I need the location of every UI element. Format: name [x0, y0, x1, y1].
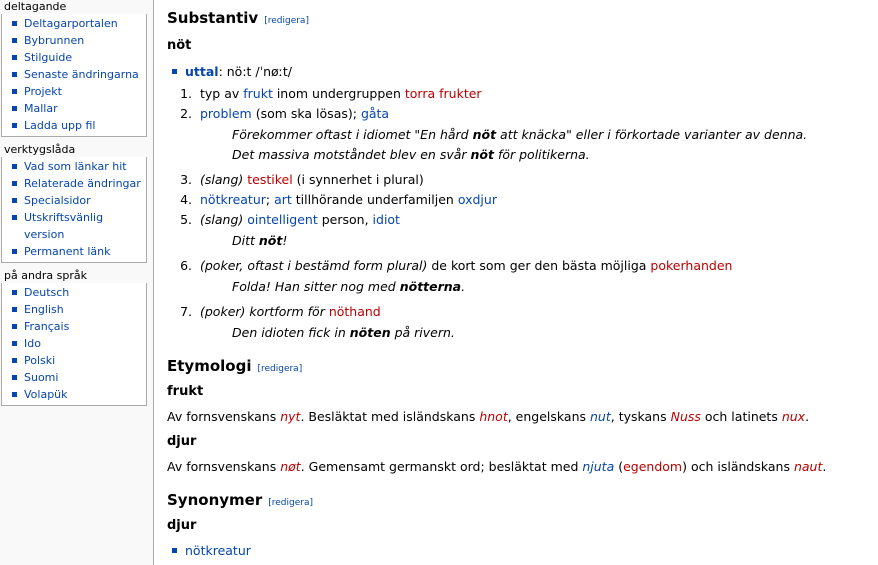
pronunciation-line [172, 64, 292, 79]
definition-7 [172, 304, 381, 319]
bullet [172, 69, 177, 74]
example-text: . [461, 279, 466, 294]
example-5 [232, 233, 287, 248]
lang-link-deutsch[interactable]: Deutsch [12, 284, 146, 301]
sidebar-link-bybrunnen[interactable]: Bybrunnen [12, 32, 146, 49]
link-torra-frukter[interactable]: torra frukter [404, 86, 482, 101]
portlet-participate [0, 0, 153, 137]
link-egendom[interactable]: egendom [623, 459, 683, 474]
def-text: de kort som ger den bästa möjliga [427, 258, 651, 273]
text: och latinets [700, 409, 782, 424]
example-text: på rivern. [390, 325, 455, 340]
section-heading: Synonymer [167, 491, 263, 509]
portlet-body [1, 157, 147, 263]
definition-5 [172, 212, 400, 227]
example-text: Ditt [232, 233, 259, 248]
lang-link-ido[interactable]: Ido [12, 335, 146, 352]
def-label: (slang) [200, 212, 248, 227]
def-number: 2. [180, 106, 192, 121]
lang-link-suomi[interactable]: Suomi [12, 369, 146, 386]
portlet-heading: deltagande [4, 0, 67, 13]
def-label: (poker) kortform för [200, 304, 329, 319]
def-label: (slang) [200, 172, 248, 187]
link-nux[interactable]: nux [781, 409, 806, 424]
link-njuta[interactable]: njuta [582, 459, 615, 474]
example-2a [232, 127, 807, 142]
def-text: (i synnerhet i plural) [292, 172, 424, 187]
lang-link-english[interactable]: English [12, 301, 146, 318]
link-nuss[interactable]: Nuss [670, 409, 701, 424]
sidebar-link-projekt[interactable]: Projekt [12, 83, 146, 100]
def-text: ; [265, 192, 275, 207]
sidebar-link-deltagarportalen[interactable]: Deltagarportalen [12, 15, 146, 32]
section-heading: Etymologi [167, 357, 252, 375]
link-testikel[interactable]: testikel [247, 172, 293, 187]
sidebar-link-mallar[interactable]: Mallar [12, 100, 146, 117]
headword: nöt [167, 38, 192, 53]
def-text: (som ska lösas); [251, 106, 361, 121]
example-text: Folda! Han sitter nog med [232, 279, 400, 294]
pronunciation-text: : nö:t /ˈnøːt/ [218, 64, 292, 79]
example-bold: nöten [349, 325, 391, 340]
def-number: 3. [180, 172, 192, 187]
definition-4 [172, 192, 497, 207]
example-bold: nöt [472, 127, 497, 142]
lang-link-volapuk[interactable]: Volapük [12, 386, 146, 403]
edit-link[interactable]: [redigera] [257, 364, 303, 374]
link-nyt[interactable]: nyt [280, 409, 301, 424]
edit-link[interactable]: [redigera] [264, 16, 309, 26]
text: Av fornsvenskans [167, 409, 281, 424]
bullet [172, 548, 177, 553]
definition-6 [172, 258, 732, 273]
sidebar-link-related-changes[interactable]: Relaterade ändringar [12, 175, 146, 192]
def-number: 5. [180, 212, 192, 227]
edit-link[interactable]: [redigera] [268, 498, 313, 508]
portlet-languages [0, 269, 153, 406]
sidebar-link-stilguide[interactable]: Stilguide [12, 49, 146, 66]
example-bold: nöt [258, 233, 283, 248]
link-frukt[interactable]: frukt [243, 86, 273, 101]
def-number: 6. [180, 258, 192, 273]
sidebar-link-upload[interactable]: Ladda upp fil [12, 117, 146, 134]
lang-link-francais[interactable]: Français [12, 318, 146, 335]
link-idiot[interactable]: idiot [372, 212, 400, 227]
link-hnot[interactable]: hnot [479, 409, 508, 424]
portlet-toolbox [0, 143, 153, 263]
example-text: att knäcka" eller i förkortade varianter av denna. [496, 127, 808, 142]
definition-2 [172, 106, 389, 121]
def-number: 1. [180, 86, 192, 101]
example-6 [232, 279, 465, 294]
section-heading: Substantiv [167, 9, 259, 27]
link-gata[interactable]: gåta [360, 106, 390, 121]
sidebar [0, 0, 153, 406]
etymology-label-djur: djur [167, 434, 197, 449]
link-art[interactable]: art [274, 192, 292, 207]
text: , tyskans [610, 409, 671, 424]
link-problem[interactable]: problem [200, 106, 252, 121]
example-text: ! [282, 233, 288, 248]
example-text: Den idioten fick in [232, 325, 350, 340]
portlet-body [1, 283, 147, 406]
sidebar-link-what-links-here[interactable]: Vad som länkar hit [12, 158, 146, 175]
example-text: för politikerna. [493, 147, 590, 162]
link-not[interactable]: nøt [280, 459, 301, 474]
section-synonymer [167, 490, 313, 509]
portlet-heading: på andra språk [4, 269, 88, 282]
link-nut[interactable]: nut [590, 409, 611, 424]
def-label: (poker, oftast i bestämd form plural) [200, 258, 428, 273]
sidebar-link-printable-cont[interactable]: version [24, 228, 65, 241]
definition-1 [172, 86, 482, 101]
portlet-heading: verktygslåda [4, 143, 76, 156]
section-etymologi [167, 356, 302, 375]
synonym-label-djur: djur [167, 518, 197, 533]
link-pokerhanden[interactable]: pokerhanden [650, 258, 733, 273]
link-ointelligent[interactable]: ointelligent [247, 212, 318, 227]
link-oxdjur[interactable]: oxdjur [457, 192, 497, 207]
link-notkreatur[interactable]: nötkreatur [200, 192, 266, 207]
link-nothand[interactable]: nöthand [328, 304, 381, 319]
link-naut[interactable]: naut [793, 459, 823, 474]
sidebar-link-recent-changes[interactable]: Senaste ändringarna [12, 66, 146, 83]
text: . [822, 459, 827, 474]
example-7 [232, 325, 455, 340]
def-text: tillhörande underfamiljen [291, 192, 458, 207]
def-text: person, [317, 212, 373, 227]
text: , engelskans [507, 409, 590, 424]
link-notkreatur[interactable]: nötkreatur [185, 543, 251, 558]
section-substantiv [167, 8, 309, 27]
def-number: 7. [180, 304, 192, 319]
text: ( [614, 459, 624, 474]
lang-link-polski[interactable]: Polski [12, 352, 146, 369]
text: ) och isländskans [682, 459, 794, 474]
example-bold: nöt [470, 147, 494, 162]
text: . Gemensamt germanskt ord; besläktat med [300, 459, 583, 474]
pronunciation-link[interactable]: uttal [185, 64, 219, 79]
etymology-frukt [167, 409, 809, 424]
def-text: inom undergruppen [272, 86, 405, 101]
example-text: Det massiva motståndet blev en svår [232, 147, 471, 162]
synonym-item [172, 543, 251, 558]
text: . Besläktat med isländskans [300, 409, 480, 424]
def-number: 4. [180, 192, 192, 207]
main-content [153, 0, 878, 565]
definition-3 [172, 172, 424, 187]
example-bold: nötterna [399, 279, 462, 294]
text: Av fornsvenskans [167, 459, 281, 474]
example-text: Förekommer oftast i idiomet "En hård [232, 127, 473, 142]
sidebar-link-printable[interactable]: Utskriftsvänlig [12, 209, 146, 226]
sidebar-link-permanent[interactable]: Permanent länk [12, 243, 146, 260]
etymology-label-frukt: frukt [167, 384, 204, 399]
example-2b [232, 147, 590, 162]
def-text: typ av [200, 86, 244, 101]
sidebar-link-special-pages[interactable]: Specialsidor [12, 192, 146, 209]
portlet-body [1, 14, 147, 137]
etymology-djur [167, 459, 826, 474]
text: . [805, 409, 810, 424]
